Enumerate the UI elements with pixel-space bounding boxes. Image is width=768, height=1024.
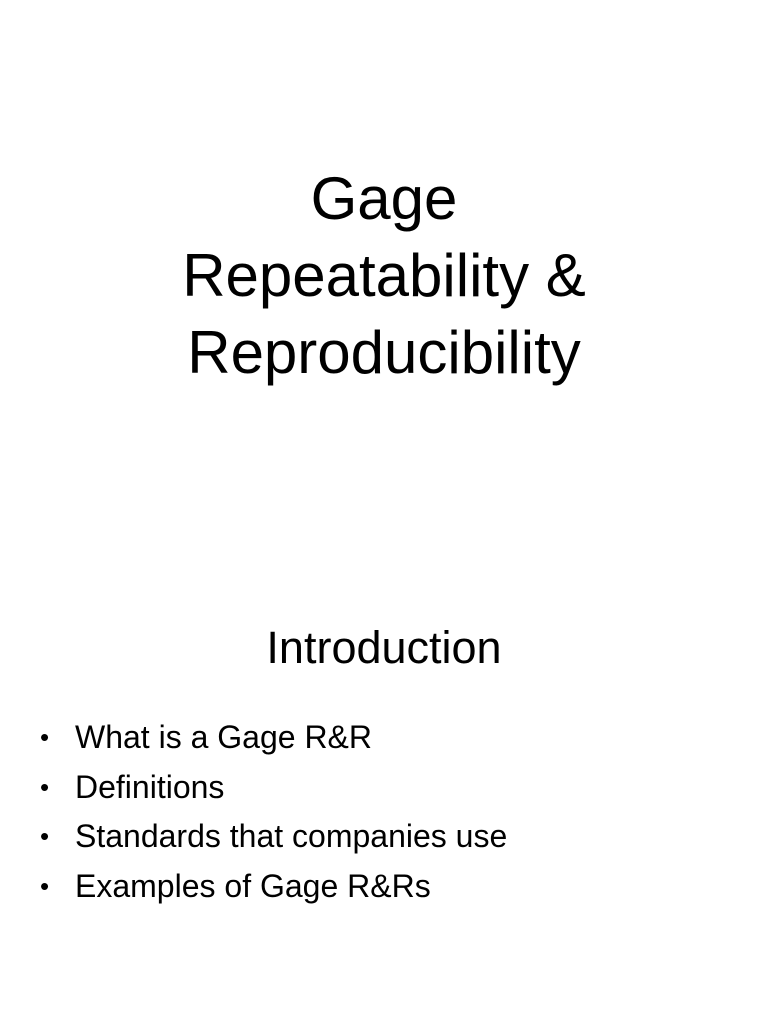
introduction-slide <box>0 576 768 1024</box>
bullet-icon: • <box>40 771 50 802</box>
bullet-icon: • <box>40 722 50 752</box>
slide-heading: Introduction <box>266 622 502 673</box>
title-line: Gage <box>310 165 458 232</box>
bullet-icon: • <box>40 870 50 901</box>
bullet-text: Definitions <box>75 768 225 805</box>
bullet-text: Standards that companies use <box>75 818 508 855</box>
slide-title <box>0 160 768 391</box>
title-line: Repeatability & <box>182 242 586 309</box>
bullet-icon: • <box>40 821 50 852</box>
bullet-text: What is a Gage R&R <box>75 719 372 755</box>
title-line: Reproducibility <box>187 319 581 386</box>
bullet-text: Examples of Gage R&Rs <box>75 867 431 904</box>
